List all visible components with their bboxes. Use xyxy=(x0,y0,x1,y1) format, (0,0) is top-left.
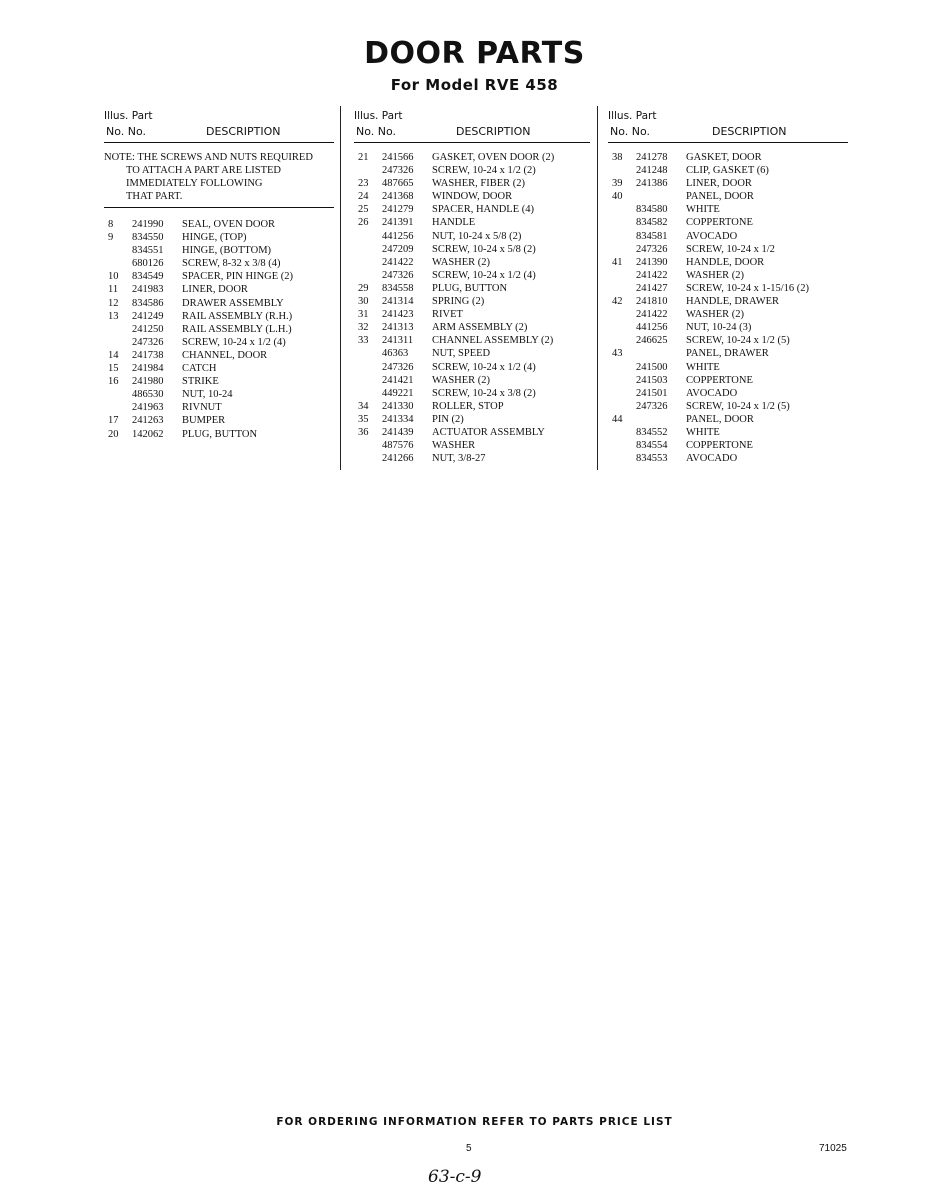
part-row xyxy=(354,439,590,452)
part-number: 449221 xyxy=(382,387,414,399)
part-number: 241566 xyxy=(382,152,414,163)
part-number: 247326 xyxy=(382,361,414,373)
part-description: CLIP, GASKET (6) xyxy=(686,165,769,177)
part-number: 241963 xyxy=(132,402,164,414)
illus-number: 8 xyxy=(108,219,114,230)
part-description: CHANNEL, DOOR xyxy=(182,349,268,361)
parts-column-3 xyxy=(608,108,848,465)
part-description: HANDLE xyxy=(432,217,476,229)
part-row xyxy=(608,190,848,203)
illus-number: 33 xyxy=(358,335,369,347)
part-description: HINGE, (TOP) xyxy=(182,232,247,244)
illus-number: 41 xyxy=(612,256,623,268)
part-description: CATCH xyxy=(182,363,217,375)
part-row xyxy=(354,256,590,269)
part-row xyxy=(354,151,590,164)
part-number: 441256 xyxy=(636,322,668,334)
part-row xyxy=(608,321,848,334)
part-description: SCREW, 10-24 x 1/2 (4) xyxy=(182,336,286,348)
part-description: AVOCADO xyxy=(686,387,738,399)
handwritten-note: 63-c-9 xyxy=(428,1167,482,1187)
illus-header: Illus. Part xyxy=(354,110,403,122)
ordering-footer: FOR ORDERING INFORMATION REFER TO PARTS PRICE LIST xyxy=(276,1116,673,1128)
illus-number: 36 xyxy=(358,426,369,438)
illus-number: 42 xyxy=(612,296,623,308)
part-row xyxy=(608,216,848,229)
part-row xyxy=(354,190,590,203)
part-row xyxy=(354,426,590,439)
document-code: 71025 xyxy=(819,1143,847,1154)
part-description: SCREW, 10-24 x 1/2 (4) xyxy=(432,269,536,281)
part-row xyxy=(608,203,848,216)
part-description: WASHER xyxy=(432,440,476,452)
part-description: PIN (2) xyxy=(432,413,464,425)
part-row xyxy=(608,308,848,321)
part-row xyxy=(104,231,334,244)
part-row xyxy=(608,230,848,243)
part-row xyxy=(354,361,590,374)
part-number: 241263 xyxy=(132,415,164,427)
part-row xyxy=(608,269,848,282)
part-row xyxy=(608,413,848,426)
part-number: 241984 xyxy=(132,363,164,375)
illus-number: 23 xyxy=(358,178,369,190)
part-number: 241330 xyxy=(382,400,414,412)
part-number: 680126 xyxy=(132,258,164,270)
part-number: 247326 xyxy=(636,243,668,255)
part-number: 834552 xyxy=(636,426,668,438)
note-line: IMMEDIATELY FOLLOWING xyxy=(126,178,263,189)
illus-number: 21 xyxy=(358,152,369,163)
illus-number: 26 xyxy=(358,217,369,229)
part-number: 241314 xyxy=(382,296,414,308)
part-row xyxy=(354,387,590,400)
part-row xyxy=(354,308,590,321)
part-number: 247326 xyxy=(132,336,164,348)
part-number: 241980 xyxy=(132,376,164,388)
part-row xyxy=(354,269,590,282)
part-description: WHITE xyxy=(686,361,720,373)
part-row xyxy=(104,362,334,375)
illus-number: 34 xyxy=(358,400,369,412)
part-number: 834553 xyxy=(636,453,668,465)
part-description: SCREW, 10-24 x 1/2 (2) xyxy=(432,165,536,177)
part-number: 241439 xyxy=(382,426,414,438)
part-number: 241391 xyxy=(382,217,414,229)
part-row xyxy=(104,323,334,336)
part-number: 241810 xyxy=(636,296,668,308)
part-description: RAIL ASSEMBLY (L.H.) xyxy=(182,323,292,335)
part-number: 834558 xyxy=(382,282,414,294)
part-description: ACTUATOR ASSEMBLY xyxy=(432,426,545,438)
part-description: AVOCADO xyxy=(686,453,738,465)
part-row xyxy=(354,230,590,243)
part-number: 241422 xyxy=(636,269,668,281)
parts-list xyxy=(608,151,848,465)
illus-number: 40 xyxy=(612,191,623,203)
part-row xyxy=(354,321,590,334)
part-number: 246625 xyxy=(636,335,668,347)
part-number: 834580 xyxy=(636,204,668,216)
part-description: AVOCADO xyxy=(686,230,738,242)
part-number: 241983 xyxy=(132,284,164,296)
part-number: 241500 xyxy=(636,361,668,373)
part-row xyxy=(608,256,848,269)
part-description: RIVNUT xyxy=(182,402,222,414)
part-description: ROLLER, STOP xyxy=(432,400,504,412)
parts-column-2 xyxy=(354,108,590,465)
part-description: HINGE, (BOTTOM) xyxy=(182,245,272,257)
part-number: 241422 xyxy=(636,309,668,321)
part-number: 241422 xyxy=(382,256,414,268)
part-description: COPPERTONE xyxy=(686,374,753,386)
column-divider xyxy=(340,106,341,470)
part-number: 46363 xyxy=(382,348,409,360)
part-row xyxy=(354,347,590,360)
illus-number: 12 xyxy=(108,297,119,309)
part-row xyxy=(608,374,848,387)
part-number: 834586 xyxy=(132,297,164,309)
part-number: 241990 xyxy=(132,219,164,230)
part-row xyxy=(104,388,334,401)
illus-header: Illus. Part xyxy=(608,110,657,122)
part-description: SCREW, 10-24 x 3/8 (2) xyxy=(432,387,536,399)
illus-number: 31 xyxy=(358,309,369,321)
part-number: 834581 xyxy=(636,230,668,242)
part-description: WASHER, FIBER (2) xyxy=(432,178,526,190)
part-row xyxy=(104,244,334,257)
part-description: SPACER, HANDLE (4) xyxy=(432,204,534,216)
part-description: PANEL, DRAWER xyxy=(686,348,769,360)
illus-number: 29 xyxy=(358,282,369,294)
part-number: 241501 xyxy=(636,387,668,399)
illus-number: 25 xyxy=(358,204,369,216)
part-description: NUT, SPEED xyxy=(432,348,491,360)
part-row xyxy=(104,428,334,441)
part-number: 241249 xyxy=(132,310,164,322)
part-description: SCREW, 8-32 x 3/8 (4) xyxy=(182,258,281,270)
part-description: WASHER (2) xyxy=(432,256,491,268)
part-row xyxy=(608,387,848,400)
part-row xyxy=(354,282,590,295)
part-row xyxy=(104,270,334,283)
part-number: 834549 xyxy=(132,271,164,283)
part-row xyxy=(104,257,334,270)
part-row xyxy=(354,413,590,426)
part-row xyxy=(104,297,334,310)
part-row xyxy=(608,400,848,413)
part-row xyxy=(104,310,334,323)
part-description: PLUG, BUTTON xyxy=(182,428,258,440)
illus-number: 16 xyxy=(108,376,119,388)
part-number: 241368 xyxy=(382,191,414,203)
part-row xyxy=(354,452,590,465)
part-number: 241386 xyxy=(636,178,668,190)
part-row xyxy=(608,426,848,439)
column-header xyxy=(608,108,848,143)
part-row xyxy=(104,375,334,388)
part-number: 834551 xyxy=(132,245,164,257)
part-description: PANEL, DOOR xyxy=(686,413,754,425)
part-description: GASKET, DOOR xyxy=(686,152,762,163)
part-description: RAIL ASSEMBLY (R.H.) xyxy=(182,310,293,322)
part-row xyxy=(608,243,848,256)
part-description: SCREW, 10-24 x 1/2 (5) xyxy=(686,335,790,347)
parts-list xyxy=(104,218,334,441)
part-row xyxy=(354,374,590,387)
no-header: No. No. xyxy=(106,125,147,138)
part-description: WASHER (2) xyxy=(686,309,745,321)
illus-number: 35 xyxy=(358,413,369,425)
description-header: DESCRIPTION xyxy=(712,125,787,138)
illus-number: 24 xyxy=(358,191,369,203)
part-description: LINER, DOOR xyxy=(686,178,752,190)
part-description: ARM ASSEMBLY (2) xyxy=(432,322,528,334)
part-number: 241334 xyxy=(382,413,414,425)
part-description: SCREW, 10-24 x 1/2 (5) xyxy=(686,400,790,412)
illus-header: Illus. Part xyxy=(104,110,153,122)
column-header xyxy=(104,108,334,143)
part-row xyxy=(104,283,334,296)
part-description: WASHER (2) xyxy=(432,374,491,386)
part-number: 487576 xyxy=(382,440,414,452)
part-row xyxy=(608,439,848,452)
part-number: 247326 xyxy=(636,400,668,412)
part-row xyxy=(608,164,848,177)
parts-column-1 xyxy=(104,108,334,441)
part-number: 834554 xyxy=(636,440,668,452)
part-description: SPACER, PIN HINGE (2) xyxy=(182,271,294,283)
part-row xyxy=(608,295,848,308)
part-number: 247209 xyxy=(382,243,414,255)
part-row xyxy=(608,177,848,190)
part-description: HANDLE, DOOR xyxy=(686,256,765,268)
column-divider xyxy=(597,106,598,470)
part-description: STRIKE xyxy=(182,376,219,388)
illus-number: 11 xyxy=(108,284,119,296)
page-number: 5 xyxy=(466,1143,472,1154)
part-description: GASKET, OVEN DOOR (2) xyxy=(432,152,555,163)
part-description: HANDLE, DRAWER xyxy=(686,296,780,308)
page-title: DOOR PARTS xyxy=(364,36,585,71)
part-description: SEAL, OVEN DOOR xyxy=(182,219,276,230)
divider xyxy=(104,207,334,208)
part-number: 834582 xyxy=(636,217,668,229)
part-description: NUT, 3/8-27 xyxy=(432,453,486,465)
part-row xyxy=(354,334,590,347)
model-subtitle: For Model RVE 458 xyxy=(390,76,559,94)
part-number: 241421 xyxy=(382,374,414,386)
part-number: 241390 xyxy=(636,256,668,268)
illus-number: 10 xyxy=(108,271,119,283)
part-description: WHITE xyxy=(686,204,720,216)
part-row xyxy=(354,203,590,216)
illus-number: 30 xyxy=(358,296,369,308)
part-number: 486530 xyxy=(132,389,164,401)
part-row xyxy=(608,334,848,347)
no-header: No. No. xyxy=(356,125,397,138)
part-number: 241250 xyxy=(132,323,164,335)
illus-number: 17 xyxy=(108,415,119,427)
illus-number: 39 xyxy=(612,178,623,190)
illus-number: 14 xyxy=(108,349,119,361)
no-header: No. No. xyxy=(610,125,651,138)
part-row xyxy=(354,177,590,190)
note-block xyxy=(104,151,334,203)
part-number: 241423 xyxy=(382,309,414,321)
part-description: PLUG, BUTTON xyxy=(432,282,508,294)
parts-list xyxy=(354,151,590,465)
part-number: 247326 xyxy=(382,269,414,281)
part-row xyxy=(104,414,334,427)
column-header xyxy=(354,108,590,143)
part-number: 241248 xyxy=(636,165,668,177)
part-number: 241266 xyxy=(382,453,414,465)
part-description: WINDOW, DOOR xyxy=(432,191,513,203)
illus-number: 32 xyxy=(358,322,369,334)
part-description: DRAWER ASSEMBLY xyxy=(182,297,284,309)
part-row xyxy=(354,216,590,229)
part-description: NUT, 10-24 xyxy=(182,389,233,401)
part-number: 241427 xyxy=(636,282,668,294)
part-row xyxy=(104,401,334,414)
part-number: 142062 xyxy=(132,428,164,440)
illus-number: 20 xyxy=(108,428,119,440)
part-description: SCREW, 10-24 x 1-15/16 (2) xyxy=(686,282,809,294)
part-number: 487665 xyxy=(382,178,414,190)
illus-number: 15 xyxy=(108,363,119,375)
part-row xyxy=(608,347,848,360)
part-description: SPRING (2) xyxy=(432,296,485,308)
part-description: COPPERTONE xyxy=(686,440,753,452)
description-header: DESCRIPTION xyxy=(206,125,281,138)
part-row xyxy=(354,164,590,177)
part-row xyxy=(104,336,334,349)
part-description: SCREW, 10-24 x 1/2 (4) xyxy=(432,361,536,373)
part-number: 241503 xyxy=(636,374,668,386)
part-description: PANEL, DOOR xyxy=(686,191,754,203)
part-row xyxy=(104,349,334,362)
part-number: 241313 xyxy=(382,322,414,334)
part-row xyxy=(608,452,848,465)
illus-number: 38 xyxy=(612,152,623,163)
part-row xyxy=(608,151,848,164)
part-description: BUMPER xyxy=(182,415,226,427)
illus-number: 43 xyxy=(612,348,623,360)
description-header: DESCRIPTION xyxy=(456,125,531,138)
part-number: 241311 xyxy=(382,335,414,347)
part-description: SCREW, 10-24 x 1/2 xyxy=(686,243,775,255)
part-description: RIVET xyxy=(432,309,463,321)
part-row xyxy=(354,295,590,308)
part-number: 441256 xyxy=(382,230,414,242)
part-number: 241738 xyxy=(132,349,164,361)
part-row xyxy=(354,400,590,413)
part-number: 834550 xyxy=(132,232,164,244)
part-description: COPPERTONE xyxy=(686,217,753,229)
part-row xyxy=(608,361,848,374)
part-description: LINER, DOOR xyxy=(182,284,248,296)
illus-number: 13 xyxy=(108,310,119,322)
note-line: THAT PART. xyxy=(126,191,183,202)
note-line: NOTE: THE SCREWS AND NUTS REQUIRED xyxy=(104,152,313,163)
part-row xyxy=(608,282,848,295)
note-line: TO ATTACH A PART ARE LISTED xyxy=(126,165,281,176)
part-row xyxy=(354,243,590,256)
part-description: NUT, 10-24 (3) xyxy=(686,322,752,334)
part-row xyxy=(104,218,334,231)
part-description: WHITE xyxy=(686,426,720,438)
part-description: WASHER (2) xyxy=(686,269,745,281)
part-number: 241278 xyxy=(636,152,668,163)
part-description: NUT, 10-24 x 5/8 (2) xyxy=(432,230,522,242)
illus-number: 44 xyxy=(612,413,623,425)
illus-number: 9 xyxy=(108,232,114,244)
part-number: 241279 xyxy=(382,204,414,216)
part-description: CHANNEL ASSEMBLY (2) xyxy=(432,335,554,347)
part-description: SCREW, 10-24 x 5/8 (2) xyxy=(432,243,536,255)
part-number: 247326 xyxy=(382,165,414,177)
